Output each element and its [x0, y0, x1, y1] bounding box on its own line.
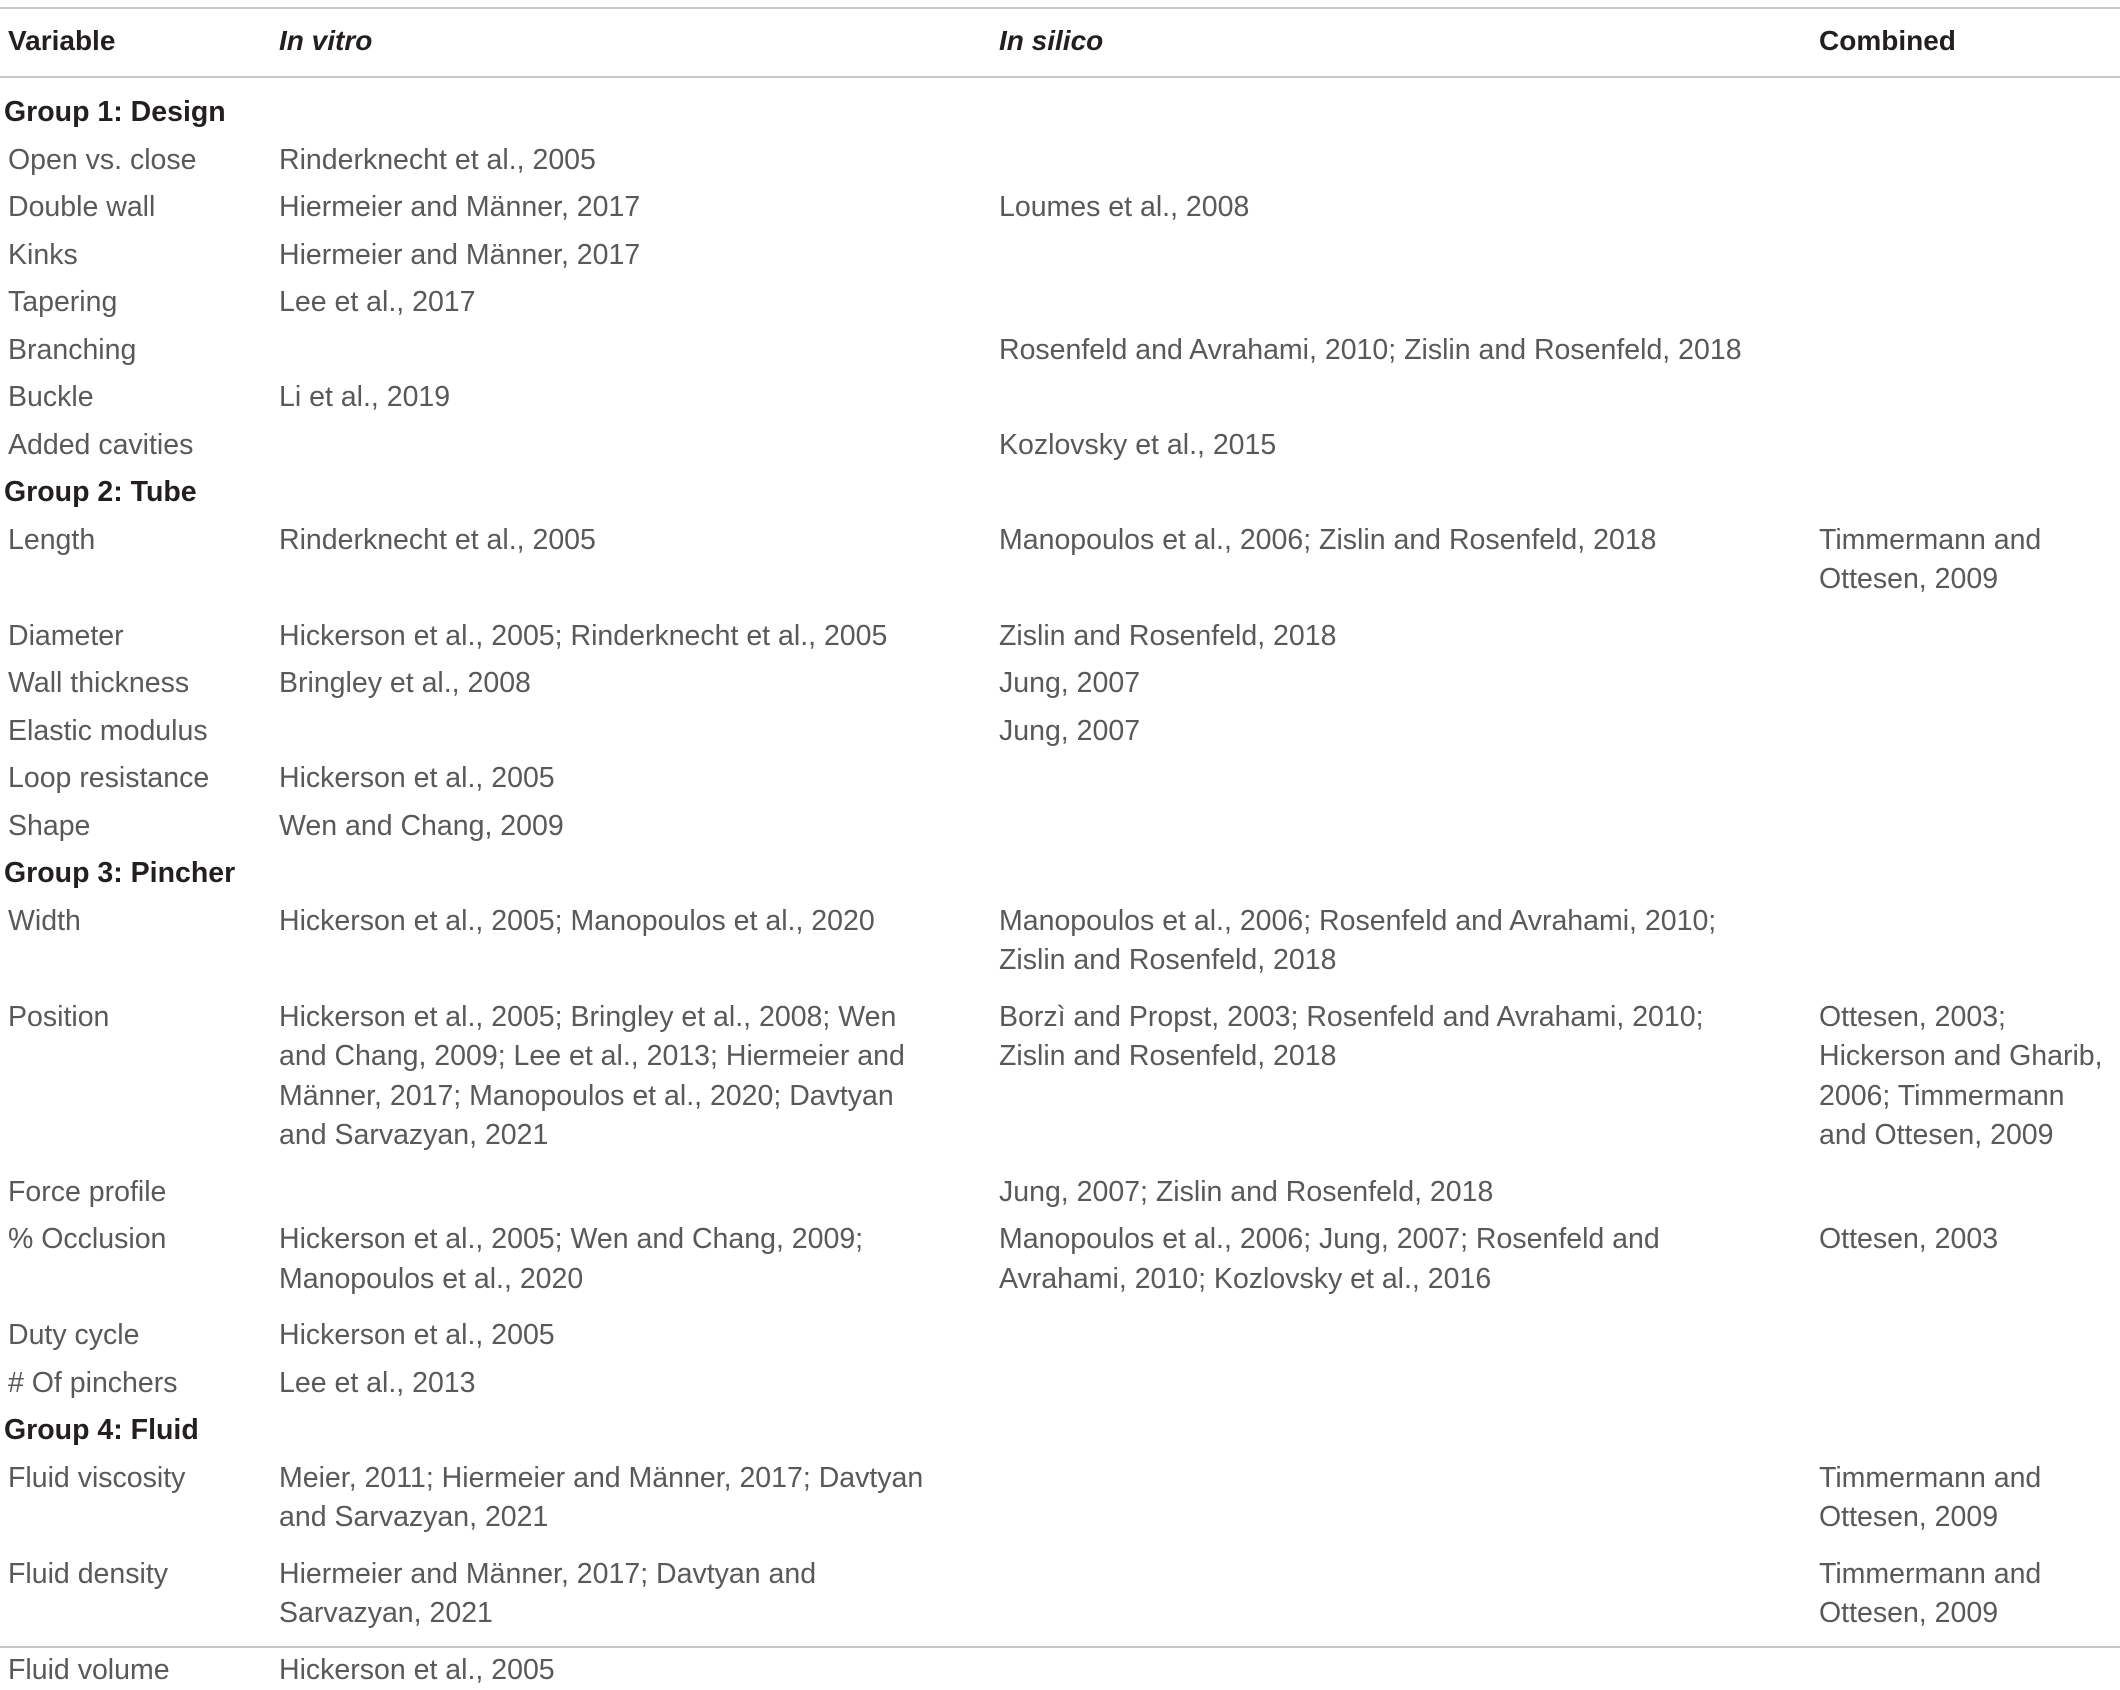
- citation-line: Hickerson et al., 2005; Manopoulos et al., 2020: [279, 902, 875, 942]
- variable-cell: Double wall: [8, 188, 155, 228]
- citation-line: and Sarvazyan, 2021: [279, 1116, 905, 1156]
- variable-cell: Fluid density: [8, 1555, 168, 1595]
- combined-cell: [1819, 1555, 2041, 1634]
- in-vitro-cell: [279, 998, 905, 1156]
- citation-line: 2006; Timmermann: [1819, 1077, 2103, 1117]
- in-vitro-cell: [279, 141, 596, 181]
- group-heading: Group 4: Fluid: [4, 1411, 199, 1451]
- variable-cell: Length: [8, 521, 95, 561]
- citation-line: and Ottesen, 2009: [1819, 1116, 2103, 1156]
- citation-line: Manopoulos et al., 2006; Rosenfeld and Avrahami, 2010;: [999, 902, 1716, 942]
- citation-line: Timmermann and: [1819, 1459, 2041, 1499]
- variable-cell: Buckle: [8, 378, 94, 418]
- citation-line: Zislin and Rosenfeld, 2018: [999, 617, 1336, 657]
- in-vitro-cell: [279, 664, 531, 704]
- citation-line: Männer, 2017; Manopoulos et al., 2020; Davtyan: [279, 1077, 905, 1117]
- group-heading: Group 2: Tube: [4, 473, 197, 513]
- variable-cell: Width: [8, 902, 81, 942]
- citation-line: Hickerson et al., 2005: [279, 759, 555, 799]
- citation-line: Rinderknecht et al., 2005: [279, 521, 596, 561]
- in-vitro-cell: [279, 1555, 816, 1634]
- citation-line: Manopoulos et al., 2006; Zislin and Rosenfeld, 2018: [999, 521, 1657, 561]
- in-vitro-cell: [279, 807, 564, 847]
- variable-cell: Open vs. close: [8, 141, 197, 181]
- combined-cell: [1819, 998, 2103, 1156]
- in-silico-cell: [999, 1173, 1493, 1213]
- in-vitro-cell: [279, 617, 887, 657]
- in-silico-cell: [999, 426, 1276, 466]
- column-header-in-silico: In silico: [999, 22, 1103, 60]
- citation-line: Lee et al., 2013: [279, 1364, 476, 1404]
- citation-line: Ottesen, 2003: [1819, 1220, 1998, 1260]
- citation-line: Borzì and Propst, 2003; Rosenfeld and Avrahami, 2010;: [999, 998, 1704, 1038]
- variable-cell: Wall thickness: [8, 664, 189, 704]
- variable-cell: Branching: [8, 331, 136, 371]
- variable-cell: Tapering: [8, 283, 117, 323]
- citation-line: Hickerson et al., 2005; Bringley et al., 2008; Wen: [279, 998, 905, 1038]
- in-silico-cell: [999, 664, 1140, 704]
- citation-line: Ottesen, 2009: [1819, 560, 2041, 600]
- citation-line: Bringley et al., 2008: [279, 664, 531, 704]
- variable-cell: % Occlusion: [8, 1220, 166, 1260]
- group-heading: Group 1: Design: [4, 93, 226, 133]
- in-vitro-cell: [279, 1364, 476, 1404]
- citation-line: Ottesen, 2009: [1819, 1498, 2041, 1538]
- citation-line: Ottesen, 2009: [1819, 1594, 2041, 1634]
- citation-line: Hickerson and Gharib,: [1819, 1037, 2103, 1077]
- column-header-combined: Combined: [1819, 22, 1956, 60]
- variable-cell: Shape: [8, 807, 90, 847]
- citation-line: Hickerson et al., 2005; Rinderknecht et al., 2005: [279, 617, 887, 657]
- citation-line: Hickerson et al., 2005: [279, 1651, 555, 1690]
- in-vitro-cell: [279, 759, 555, 799]
- citation-line: Rosenfeld and Avrahami, 2010; Zislin and Rosenfeld, 2018: [999, 331, 1742, 371]
- variable-cell: Fluid viscosity: [8, 1459, 185, 1499]
- variable-cell: Diameter: [8, 617, 124, 657]
- citation-line: Timmermann and: [1819, 1555, 2041, 1595]
- in-silico-cell: [999, 331, 1742, 371]
- citation-line: Zislin and Rosenfeld, 2018: [999, 1037, 1704, 1077]
- citation-line: Manopoulos et al., 2006; Jung, 2007; Rosenfeld and: [999, 1220, 1660, 1260]
- citation-line: and Sarvazyan, 2021: [279, 1498, 923, 1538]
- combined-cell: [1819, 1459, 2041, 1538]
- citation-line: Meier, 2011; Hiermeier and Männer, 2017; Davtyan: [279, 1459, 923, 1499]
- in-silico-cell: [999, 712, 1140, 752]
- citation-line: Zislin and Rosenfeld, 2018: [999, 941, 1716, 981]
- variable-cell: Duty cycle: [8, 1316, 139, 1356]
- variable-cell: Elastic modulus: [8, 712, 208, 752]
- variable-cell: Loop resistance: [8, 759, 209, 799]
- citation-line: Jung, 2007; Zislin and Rosenfeld, 2018: [999, 1173, 1493, 1213]
- in-vitro-cell: [279, 1651, 555, 1690]
- citation-line: Loumes et al., 2008: [999, 188, 1249, 228]
- in-vitro-cell: [279, 521, 596, 561]
- in-silico-cell: [999, 1220, 1660, 1299]
- citation-line: Rinderknecht et al., 2005: [279, 141, 596, 181]
- citation-line: Avrahami, 2010; Kozlovsky et al., 2016: [999, 1260, 1660, 1300]
- in-vitro-cell: [279, 1316, 555, 1356]
- citation-line: Hickerson et al., 2005; Wen and Chang, 2009;: [279, 1220, 863, 1260]
- column-header-in-vitro: In vitro: [279, 22, 372, 60]
- citation-line: and Chang, 2009; Lee et al., 2013; Hiermeier and: [279, 1037, 905, 1077]
- citation-line: Jung, 2007: [999, 712, 1140, 752]
- column-header-variable: Variable: [8, 22, 115, 60]
- citation-line: Timmermann and: [1819, 521, 2041, 561]
- citation-line: Ottesen, 2003;: [1819, 998, 2103, 1038]
- citation-line: Manopoulos et al., 2020: [279, 1260, 863, 1300]
- in-vitro-cell: [279, 283, 476, 323]
- citation-line: Sarvazyan, 2021: [279, 1594, 816, 1634]
- in-vitro-cell: [279, 236, 640, 276]
- citation-line: Hickerson et al., 2005: [279, 1316, 555, 1356]
- in-silico-cell: [999, 998, 1704, 1077]
- in-vitro-cell: [279, 378, 450, 418]
- in-vitro-cell: [279, 1220, 863, 1299]
- citation-line: Lee et al., 2017: [279, 283, 476, 323]
- citation-line: Hiermeier and Männer, 2017; Davtyan and: [279, 1555, 816, 1595]
- group-heading: Group 3: Pincher: [4, 854, 235, 894]
- citation-line: Li et al., 2019: [279, 378, 450, 418]
- citation-line: Wen and Chang, 2009: [279, 807, 564, 847]
- variable-cell: Position: [8, 998, 109, 1038]
- citation-line: Jung, 2007: [999, 664, 1140, 704]
- variable-cell: # Of pinchers: [8, 1364, 178, 1404]
- table-bottom-rule: [0, 1646, 2120, 1648]
- in-silico-cell: [999, 902, 1716, 981]
- in-silico-cell: [999, 617, 1336, 657]
- in-vitro-cell: [279, 902, 875, 942]
- variable-cell: Added cavities: [8, 426, 193, 466]
- citation-line: Hiermeier and Männer, 2017: [279, 236, 640, 276]
- citation-line: Hiermeier and Männer, 2017: [279, 188, 640, 228]
- variable-cell: Force profile: [8, 1173, 166, 1213]
- citation-line: Kozlovsky et al., 2015: [999, 426, 1276, 466]
- in-silico-cell: [999, 188, 1249, 228]
- combined-cell: [1819, 1220, 1998, 1260]
- combined-cell: [1819, 521, 2041, 600]
- in-vitro-cell: [279, 1459, 923, 1538]
- variable-cell: Fluid volume: [8, 1651, 170, 1690]
- in-silico-cell: [999, 521, 1657, 561]
- in-vitro-cell: [279, 188, 640, 228]
- variable-cell: Kinks: [8, 236, 78, 276]
